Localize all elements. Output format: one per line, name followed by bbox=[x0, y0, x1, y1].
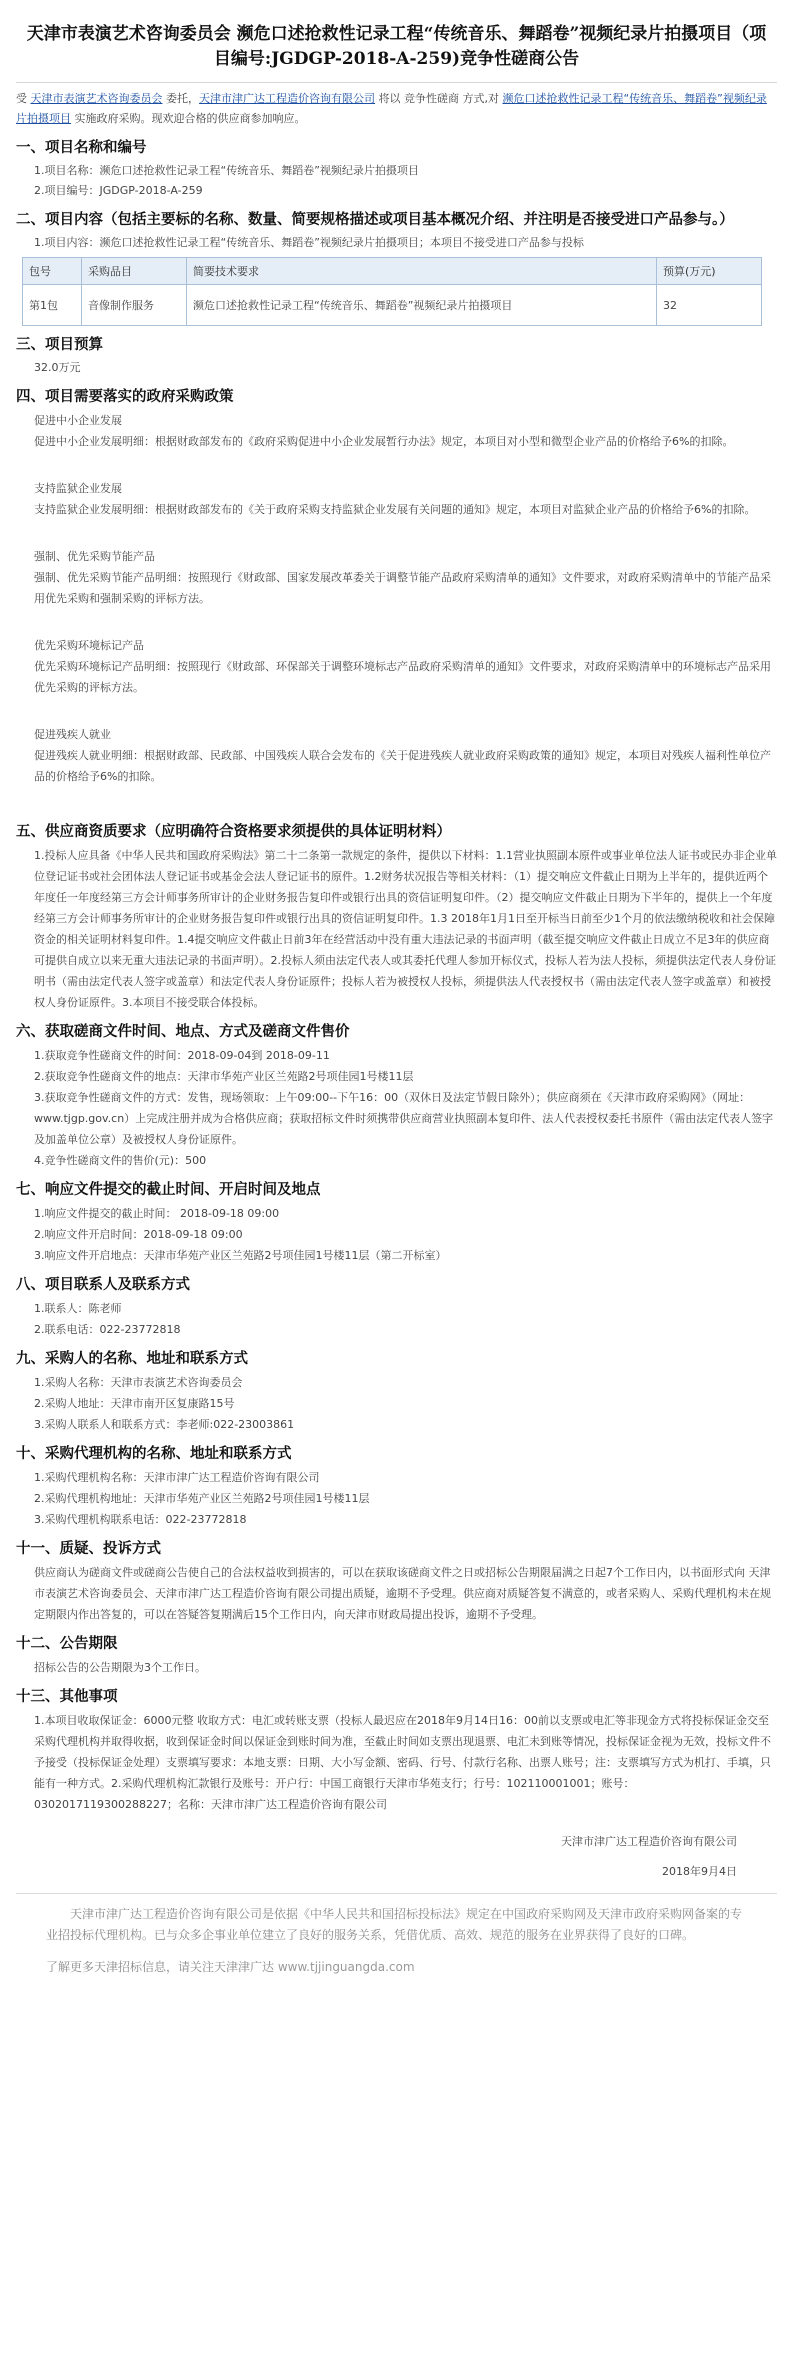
doc-info-line: 3.获取竞争性磋商文件的方式：发售，现场领取：上午09:00--下午16：00（双休日及法定节假日除外）；供应商须在《天津市政府采购网》（网址：www.tjgp.gov.cn）上完成注册并成为合格供应商；获取招标文件时须携带供应商营业执照副本复印件、法人代表授权委托书原件（需由法定代表人签字及加盖单位公章）及被授权人身份证原件。 bbox=[34, 1091, 774, 1146]
purchaser-link[interactable]: 天津市表演艺术咨询委员会 bbox=[30, 92, 163, 105]
section-heading-12: 十二、公告期限 bbox=[16, 1635, 118, 1652]
announcement-page bbox=[8, 0, 785, 1975]
doc-info-line: 2.获取竞争性磋商文件的地点：天津市华苑产业区兰苑路2号项佳园1号楼11层 bbox=[34, 1070, 414, 1083]
notice-period-text: 招标公告的公告期限为3个工作日。 bbox=[34, 1661, 206, 1674]
spacer bbox=[16, 452, 777, 478]
spacer bbox=[16, 698, 777, 724]
policy-text: 优先采购环境标记产品明细：按照现行《财政部、环保部关于调整环境标志产品政府采购清单的通知》文件要求，对政府采购清单中的环境标志产品采用优先采购的评标方法。 bbox=[34, 660, 771, 694]
section-heading-8: 八、项目联系人及联系方式 bbox=[16, 1276, 190, 1293]
deadline-line: 1.响应文件提交的截止时间： 2018-09-18 09:00 bbox=[34, 1207, 280, 1220]
agency-link[interactable]: 天津市津广达工程造价咨询有限公司 bbox=[199, 92, 375, 105]
project-content: 1.项目内容：濒危口述抢救性记录工程“传统音乐、舞蹈卷”视频纪录片拍摄项目；本项目不接受进口产品参与投标 bbox=[34, 236, 584, 249]
contact-line: 2.联系电话：022-23772818 bbox=[34, 1323, 181, 1336]
policy-title: 强制、优先采购节能产品 bbox=[34, 550, 155, 563]
section-heading-5: 五、供应商资质要求（应明确符合资格要求须提供的具体证明材料） bbox=[16, 823, 451, 840]
section-heading-9: 九、采购人的名称、地址和联系方式 bbox=[16, 1350, 248, 1367]
page-title: 天津市表演艺术咨询委员会 濒危口述抢救性记录工程“传统音乐、舞蹈卷”视频纪录片拍摄项目（项目编号:JGDGP-2018-A-259)竞争性磋商公告 bbox=[26, 24, 767, 69]
doc-info-line: 4.竞争性磋商文件的售价(元)：500 bbox=[34, 1154, 207, 1167]
policy-text: 促进残疾人就业明细：根据财政部、民政部、中国残疾人联合会发布的《关于促进残疾人就业政府采购政策的通知》规定，本项目对残疾人福利性单位产品的价格给予6%的扣除。 bbox=[34, 749, 771, 783]
footer-more-label: 了解更多天津招标信息，请关注天津津广达 bbox=[46, 1960, 275, 1974]
section-heading-1: 一、项目名称和编号 bbox=[16, 139, 147, 156]
table-row bbox=[23, 285, 762, 326]
policy-title: 促进中小企业发展 bbox=[34, 414, 122, 427]
section-heading-6: 六、获取磋商文件时间、地点、方式及磋商文件售价 bbox=[16, 1023, 350, 1040]
qualification-text: 1.投标人应具备《中华人民共和国政府采购法》第二十二条第一款规定的条件，提供以下材料：1.1营业执照副本原件或事业单位法人证书或民办非企业单位登记证书或社会团体法人登记证书或基金会法人登记证书的原件。1.2财务状况报告等相关材料：（1）提交响应文件截止日期为上半年的，提供近两个年度任一年度经第三方会计师事务所审计的企业财务报告复印件或银行出具的资信证明复印件。（2）提交响应文件截止日期为下半年的，提供上一个年度经第三方会计师事务所审计的企业财务报告复印件或银行出具的资信证明复印件。1.3 2018年1月1日至开标当日前至少1个月的依法缴纳税收和社会保障资金的相关证明材料复印件。1.4提交响应文件截止日前3年在经营活动中没有重大违法记录的书面声明（截至提交响应文件截止日成立不足3年的供应商可提供自成立以来无重大违法记录的书面声明）。2.投标人须由法定代表人或其委托代理人参加开标仪式，投标人若为法人投标，须提供法定代表人身份证明书（需由法定代表人签字或盖章）和法定代表人身份证原件；投标人若为被授权人投标，须提供法人代表授权书（需由法定代表人签字或盖章）和被授权人身份证原件。3.本项目不接受联合体投标。 bbox=[34, 849, 777, 1009]
table-cell: 第1包 bbox=[23, 285, 82, 326]
purchaser-line: 3.采购人联系人和联系方式：李老师:022-23003861 bbox=[34, 1418, 295, 1431]
other-matters-text: 1.本项目收取保证金：6000元整 收取方式：电汇或转账支票（投标人最迟应在2018年9月14日16：00前以支票或电汇等非现金方式将投标保证金交至采购代理机构并取得收据，收到保证金时间以保证金到账时间为准，至截止时间如支票出现退票、电汇未到账等情况，投标保证金视为无效，投标文件不予接受（投标保证金处理）支票填写要求：本地支票：日期、大小写金额、密码、行号、付款行名称、出票人账号；注：支票填写方式为机打、手填，只能有一种方式。2.采购代理机构汇款银行及账号：开户行：中国工商银行天津市华苑支行；行号：102110001001；账号：0302017119300288227；名称：天津市津广达工程造价咨询有限公司 bbox=[34, 1714, 771, 1811]
project-code: 2.项目编号：JGDGP-2018-A-259 bbox=[34, 184, 203, 197]
spacer bbox=[16, 609, 777, 635]
table-cell: 音像制作服务 bbox=[82, 285, 187, 326]
section-heading-13: 十三、其他事项 bbox=[16, 1688, 118, 1705]
policy-text: 促进中小企业发展明细：根据财政部发布的《政府采购促进中小企业发展暂行办法》规定，本项目对小型和微型企业产品的价格给予6%的扣除。 bbox=[34, 435, 734, 448]
agency-line: 3.采购代理机构联系电话：022-23772818 bbox=[34, 1513, 247, 1526]
section-heading-4: 四、项目需要落实的政府采购政策 bbox=[16, 388, 234, 405]
table-header-requirements: 简要技术要求 bbox=[187, 258, 657, 285]
footer-website-link[interactable]: www.tjjinguangda.com bbox=[277, 1960, 415, 1974]
table-header-package: 包号 bbox=[23, 258, 82, 285]
spacer bbox=[16, 787, 777, 813]
project-name: 1.项目名称：濒危口述抢救性记录工程“传统音乐、舞蹈卷”视频纪录片拍摄项目 bbox=[34, 164, 419, 177]
policy-title: 支持监狱企业发展 bbox=[34, 482, 122, 495]
table-header-budget: 预算(万元) bbox=[657, 258, 762, 285]
agency-line: 1.采购代理机构名称：天津市津广达工程造价咨询有限公司 bbox=[34, 1471, 320, 1484]
table-cell: 濒危口述抢救性记录工程“传统音乐、舞蹈卷”视频纪录片拍摄项目 bbox=[187, 285, 657, 326]
complaint-text: 供应商认为磋商文件或磋商公告使自己的合法权益收到损害的，可以在获取该磋商文件之日或招标公告期限届满之日起7个工作日内，以书面形式向 天津市表演艺术咨询委员会、天津市津广达工程造价咨询有限公司提出质疑，逾期不予受理。供应商对质疑答复不满意的，或者采购人、采购代理机构未在规定期限内作出答复的，可以在答疑答复期满后15个工作日内，向天津市财政局提出投诉，逾期不予受理。 bbox=[34, 1566, 771, 1621]
deadline-line: 2.响应文件开启时间：2018-09-18 09:00 bbox=[34, 1228, 243, 1241]
publish-date: 2018年9月4日 bbox=[662, 1865, 737, 1878]
section-heading-2: 二、项目内容（包括主要标的名称、数量、简要规格描述或项目基本概况介绍、并注明是否接受进口产品参与。） bbox=[16, 211, 734, 228]
section-heading-11: 十一、质疑、投诉方式 bbox=[16, 1540, 161, 1557]
spacer bbox=[16, 1815, 777, 1831]
agency-line: 2.采购代理机构地址：天津市华苑产业区兰苑路2号项佳园1号楼11层 bbox=[34, 1492, 370, 1505]
footer-more bbox=[16, 1952, 777, 1975]
title-divider bbox=[16, 82, 777, 83]
policy-text: 强制、优先采购节能产品明细：按照现行《财政部、国家发展改革委关于调整节能产品政府采购清单的通知》文件要求，对政府采购清单中的节能产品采用优先采购和强制采购的评标方法。 bbox=[34, 571, 771, 605]
budget-value: 32.0万元 bbox=[34, 361, 81, 374]
spacer bbox=[16, 520, 777, 546]
package-table bbox=[22, 257, 762, 326]
intro-text: 实施政府采购。现欢迎合格的供应商参加响应。 bbox=[71, 112, 306, 125]
policy-text: 支持监狱企业发展明细：根据财政部发布的《关于政府采购支持监狱企业发展有关问题的通知》规定，本项目对监狱企业产品的价格给予6%的扣除。 bbox=[34, 503, 756, 516]
spacer bbox=[16, 1853, 777, 1861]
purchaser-line: 1.采购人名称：天津市表演艺术咨询委员会 bbox=[34, 1376, 243, 1389]
section-heading-10: 十、采购代理机构的名称、地址和联系方式 bbox=[16, 1445, 292, 1462]
footer-text: 天津市津广达工程造价咨询有限公司是依据《中华人民共和国招标投标法》规定在中国政府采购网及天津市政府采购网备案的专业招投标代理机构。已与众多企事业单位建立了良好的服务关系，凭借优质、高效、规范的服务在业界获得了良好的口碑。 bbox=[46, 1907, 743, 1942]
intro-text: 委托， bbox=[162, 92, 199, 105]
intro-text: 将以 竞争性磋商 方式,对 bbox=[375, 92, 503, 105]
policy-title: 优先采购环境标记产品 bbox=[34, 639, 144, 652]
intro-text: 受 bbox=[16, 92, 31, 105]
signer: 天津市津广达工程造价咨询有限公司 bbox=[561, 1835, 737, 1848]
purchaser-line: 2.采购人地址：天津市南开区复康路15号 bbox=[34, 1397, 235, 1410]
doc-info-line: 1.获取竞争性磋商文件的时间：2018-09-04到 2018-09-11 bbox=[34, 1049, 330, 1062]
intro-paragraph bbox=[16, 89, 777, 129]
section-heading-3: 三、项目预算 bbox=[16, 336, 103, 353]
project-link[interactable]: 濒危口述抢救性记录工程“传统音乐、舞蹈卷”视频纪录片拍摄项目 bbox=[16, 92, 767, 125]
deadline-line: 3.响应文件开启地点：天津市华苑产业区兰苑路2号项佳园1号楼11层（第二开标室） bbox=[34, 1249, 447, 1262]
policy-title: 促进残疾人就业 bbox=[34, 728, 111, 741]
table-header-category: 采购品目 bbox=[82, 258, 187, 285]
section-heading-7: 七、响应文件提交的截止时间、开启时间及地点 bbox=[16, 1181, 321, 1198]
contact-line: 1.联系人：陈老师 bbox=[34, 1302, 122, 1315]
table-cell: 32 bbox=[657, 285, 762, 326]
